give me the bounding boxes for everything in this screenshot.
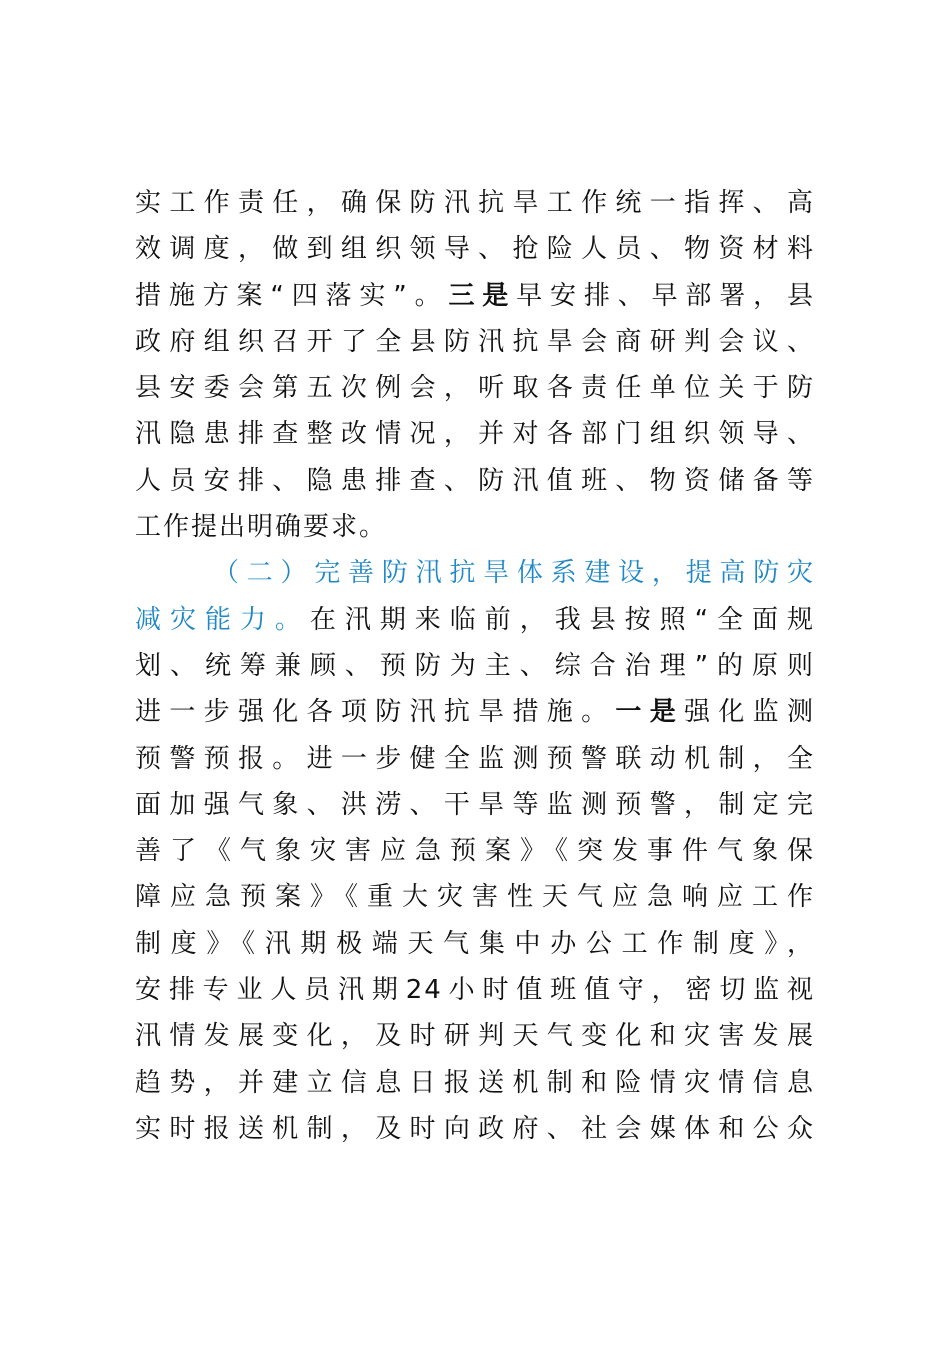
text-line: [135, 874, 815, 920]
text-run: 趋势，并建立信息日报送机制和险情灾情信息: [135, 1067, 815, 1098]
text-run: 面加强气象、洪涝、干旱等监测预警，制定完: [135, 789, 815, 820]
text-line: [135, 319, 815, 365]
text-line: [135, 504, 815, 550]
text-line: [135, 921, 815, 967]
text-line: [135, 458, 815, 504]
text-run: 障应急预案》《重大灾害性天气应急响应工作: [135, 882, 815, 913]
text-line: [135, 180, 815, 226]
bold-lead: 一是: [615, 697, 685, 728]
text-run: 实工作责任，确保防汛抗旱工作统一指挥、高: [135, 188, 815, 218]
text-line: [135, 643, 815, 689]
text-line: [135, 1106, 815, 1152]
text-run: 人员安排、隐患排查、防汛值班、物资储备等: [135, 465, 815, 496]
text-run: 县安委会第五次例会，听取各责任单位关于防: [135, 373, 815, 404]
text-line: [135, 411, 815, 457]
text-run: 预警预报。进一步健全监测预警联动机制，全: [135, 743, 815, 774]
text-line: [135, 597, 815, 643]
text-run: 工作提出明确要求。: [135, 512, 388, 543]
body-text: [135, 180, 815, 1152]
text-line: [135, 1013, 815, 1059]
text-run: 政府组织召开了全县防汛抗旱会商研判会议、: [135, 326, 815, 357]
bold-lead: 三是: [448, 280, 517, 311]
text-run: 进一步强化各项防汛抗旱措施。: [135, 697, 616, 728]
text-run: 划、统筹兼顾、预防为主、综合治理”的原则: [135, 650, 815, 681]
text-line: [135, 273, 815, 319]
text-run: 汛情发展变化，及时研判天气变化和灾害发展: [135, 1021, 815, 1052]
text-run: 实时报送机制，及时向政府、社会媒体和公众: [135, 1113, 815, 1144]
text-run: 善了《气象灾害应急预案》《突发事件气象保: [135, 836, 815, 867]
text-run: 制度》《汛期极端天气集中办公工作制度》，: [135, 928, 815, 959]
text-run: 强化监测: [684, 697, 815, 728]
text-line: [135, 226, 815, 272]
section-heading: （二）完善防汛抗旱体系建设，提高防灾: [213, 558, 815, 589]
text-run: 效调度，做到组织领导、抢险人员、物资材料: [135, 234, 815, 265]
text-line: [135, 365, 815, 411]
text-line: [135, 1060, 815, 1106]
text-run: 汛隐患排查整改情况，并对各部门组织领导、: [135, 419, 815, 450]
text-line: [135, 828, 815, 874]
text-run: 在汛期来临前，我县按照“全面规: [309, 604, 815, 635]
text-line: [135, 550, 815, 596]
text-line: [135, 736, 815, 782]
text-run: 安排专业人员汛期24小时值班值守，密切监视: [135, 975, 815, 1006]
text-line: [135, 967, 815, 1013]
text-line: [135, 782, 815, 828]
section-heading: 减灾能力。: [135, 604, 310, 635]
text-line: [135, 689, 815, 735]
text-run: 措施方案“四落实”。: [135, 280, 449, 311]
text-run: 早安排、早部署，县: [516, 280, 815, 311]
